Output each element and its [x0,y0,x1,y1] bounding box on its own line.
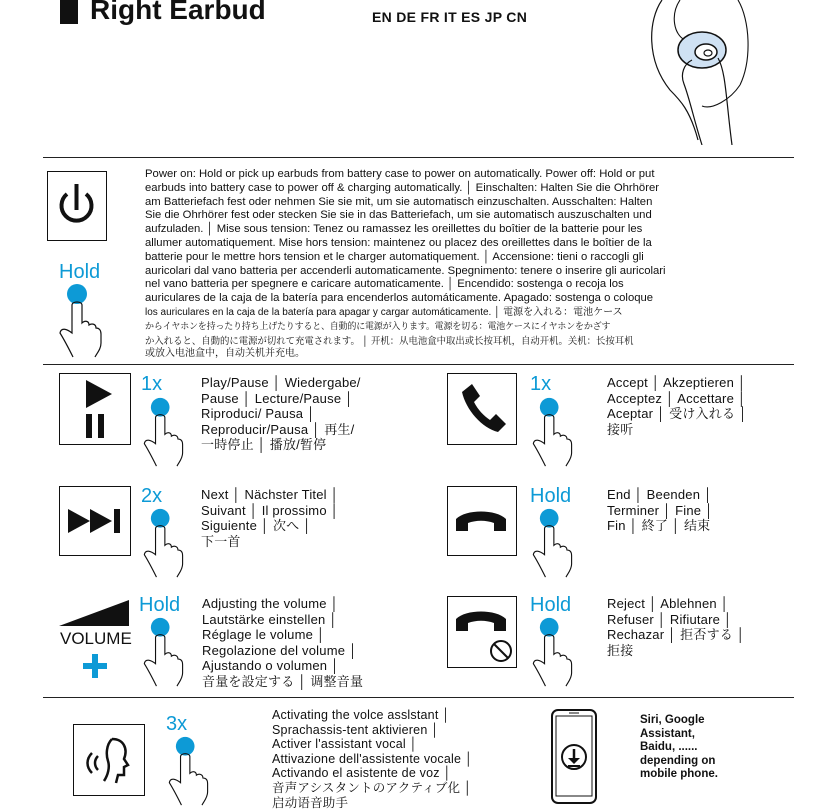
volume-description: Adjusting the volume │ Lautstärke einstellen │ Réglage le volume │ Regolazione del volume │ Ajustando o volumen │ 音量を設定する │ 调整音量 [202,596,364,689]
power-description: Power on: Hold or pick up earbuds from battery case to power on automatically. Power off: Hold or put earbuds into battery case to power off & charging automatically. │ Einschalten: Halten Sie die Ohrhörer am Batteriefach fest oder nehmen Sie sie mit, um sie automatisch einzuschalten. Ausschalten: Halten Sie die Ohrhörer fest oder stecken Sie sie in das Batteriefach, um sie automatisch auszuschalten und aufzuladen. │ Mise sous tension: Tenez ou ramassez les oreillettes du boîtier de la batterie pour les allumer automatiquement. Mise hors tension: maintenez ou placez des oreillettes dans le boîtier de la batterie pour le mettre hors tension et le charger automatiquement. │ Accensione: tieni o raccogli gli auricolari dal vano batteria per accenderli automaticamente. Spegnimento: tenere o inserire gli auricolari nel vano batteria per spegnere e caricare automaticamente. │ Encendido: sostenga o recoja los auriculares de la caja de la batería para encenderlos automáticamente. Apagado: sostenga o coloque los auriculares en la caja de la batería para apagar y cargar automáticamente. │ 電源を入れる：電池ケース からイヤホンを持ったり持ち上げたりすると、自動的に電源が入ります。電源を切る：電池ケースにイヤホンをかざす か入れると、自動的に電源が切れて充電されます。 │ 开机：从电池盒中取出或长按耳机，自动开机。关机：长按耳机 或放入电池盒中，自动关机并充电。 [145,168,666,360]
finger-tap-icon [163,736,213,806]
finger-tap-icon [55,283,105,358]
next-description: Next │ Nächster Titel │ Suivant │ Il prossimo │ Siguiente │ 次へ │ 下一首 [201,487,339,549]
tap-count-label: 3x [166,713,188,735]
page-title: Right Earbud [90,0,266,25]
play-pause-icon [60,374,129,443]
divider [43,697,794,698]
reject-description: Reject │ Ablehnen │ Refuser │ Rifiutare │ Rechazar │ 拒否する │ 拒接 [607,596,746,658]
siri-note: Siri, Google Assistant, Baidu, ...... depending on mobile phone. [640,714,718,780]
finger-tap-icon [527,508,577,578]
hold-label: Hold [530,485,572,507]
next-track-icon-box [59,486,131,556]
end-call-icon-box [447,486,517,556]
title-marker [60,0,78,24]
volume-icon-label: VOLUME [60,629,132,648]
tap-count-label: 2x [141,485,163,507]
tap-count-label: 1x [141,373,163,395]
phone-reject-icon [448,597,515,666]
hold-label: Hold [530,594,572,616]
hold-label: Hold [139,594,181,616]
finger-tap-icon [527,617,577,687]
assistant-description: Activating the volce asslstant │ Sprachassis-tent aktivieren │ Activer l'assistant vocal │ Attivazione dell'assistente vocale │ Activando el asistente de voz │ 音声アシスタントのアクティブ化 │ 启动语音助手 [272,708,473,810]
finger-tap-icon [527,397,577,467]
phone-accept-icon [448,374,515,443]
phone-download-icon [551,709,597,804]
accept-description: Accept │ Akzeptieren │ Acceptez │ Accettare │ Aceptar │ 受け入れる │ 接听 [607,375,748,437]
ear-touch-illustration [640,0,760,145]
voice-assistant-icon-box [73,724,145,796]
power-icon-box [47,171,107,241]
finger-tap-icon [138,397,188,467]
finger-tap-icon [138,617,188,687]
language-list: EN DE FR IT ES JP CN [372,9,528,25]
divider [43,157,794,158]
play-pause-icon-box [59,373,131,445]
tap-count-label: 1x [530,373,552,395]
voice-assistant-icon [74,725,143,794]
divider [43,364,794,365]
accept-call-icon-box [447,373,517,445]
power-icon [48,172,105,239]
play-pause-description: Play/Pause │ Wiedergabe/ Pause │ Lecture/Pause │ Riproduci/ Pausa │ Reproducir/Pausa │ 再生/ 一時停止 │ 播放/暂停 [201,375,361,452]
phone-hangup-icon [448,487,515,554]
end-description: End │ Beenden │ Terminer │ Fine │ Fin │ 終了 │ 结束 [607,487,714,533]
finger-tap-icon [138,508,188,578]
reject-call-icon-box [447,596,517,668]
next-track-icon [60,487,129,554]
hold-label: Hold [59,261,101,283]
